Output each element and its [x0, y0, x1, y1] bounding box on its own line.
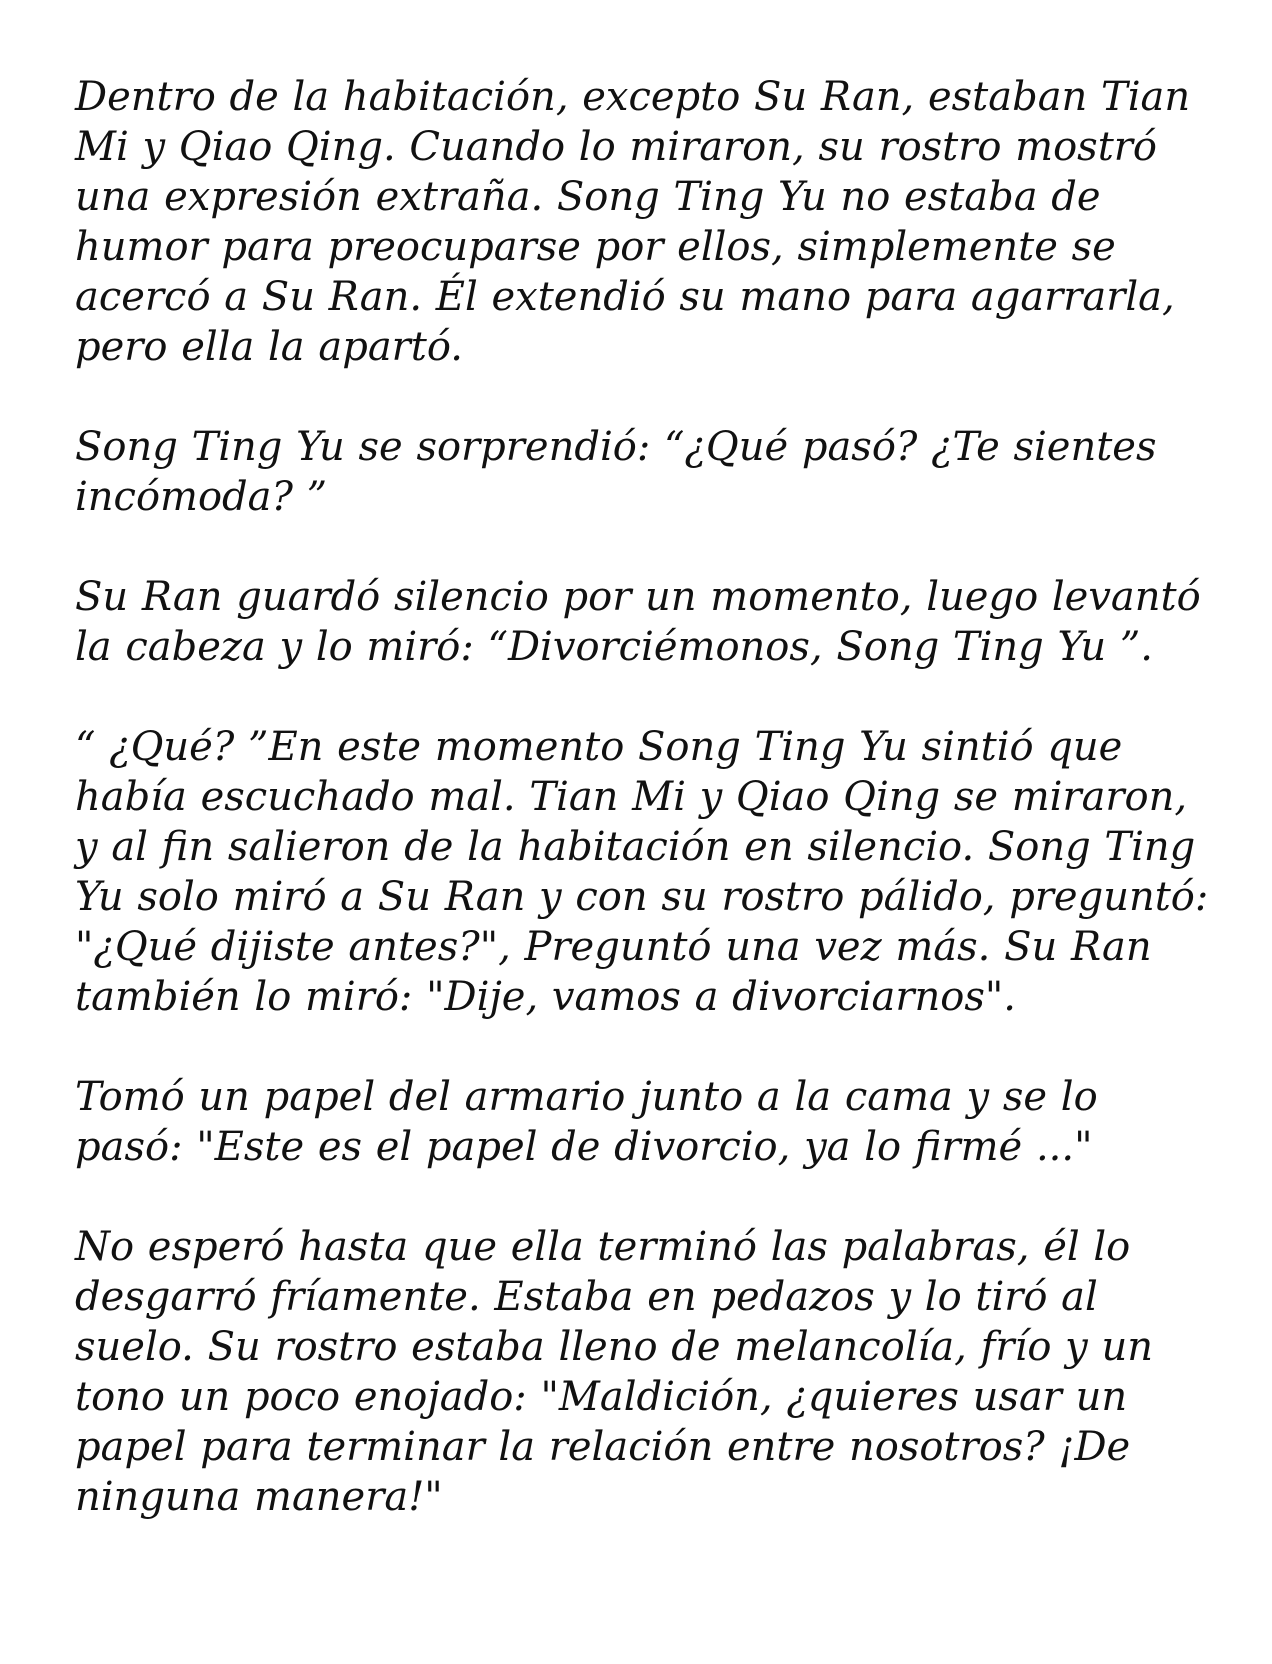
paragraph-4: “ ¿Qué? ”En este momento Song Ting Yu sintió que había escuchado mal. Tian Mi y Qiao Qing se miraron, y al fin salieron de la habitación en silencio. Song Ting Yu solo miró a Su Ran y con su rostro pálido, preguntó: "¿Qué dijiste antes?", Preguntó una vez más. Su Ran también lo miró: "Dije, vamos a divorciarnos".: [75, 724, 1209, 1020]
paragraph-1: Dentro de la habitación, excepto Su Ran, estaban Tian Mi y Qiao Qing. Cuando lo miraron, su rostro mostró una expresión extraña. Song Ting Yu no estaba de humor para preocuparse por ellos, simplemente se acercó a Su Ran. Él extendió su mano para agarrarla, pero ella la apartó.: [75, 74, 1191, 370]
paragraph-5: Tomó un papel del armario junto a la cama y se lo pasó: "Este es el papel de divorcio, ya lo firmé ...": [75, 1074, 1098, 1170]
paragraph-gap: [75, 1172, 1212, 1222]
paragraph-gap: [75, 1022, 1212, 1072]
paragraph-3: Su Ran guardó silencio por un momento, luego levantó la cabeza y lo miró: “Divorciémonos, Song Ting Yu ”.: [75, 574, 1201, 670]
paragraph-gap: [75, 372, 1212, 422]
paragraph-gap: [75, 522, 1212, 572]
paragraph-gap: [75, 672, 1212, 722]
paragraph-2: Song Ting Yu se sorprendió: “¿Qué pasó? ¿Te sientes incómoda? ”: [75, 424, 1157, 520]
paragraph-6: No esperó hasta que ella terminó las palabras, él lo desgarró fríamente. Estaba en pedazos y lo tiró al suelo. Su rostro estaba lleno de melancolía, frío y un tono un poco enojado: "Maldición, ¿quieres usar un papel para terminar la relación entre nosotros? ¡De ninguna manera!": [75, 1224, 1153, 1520]
